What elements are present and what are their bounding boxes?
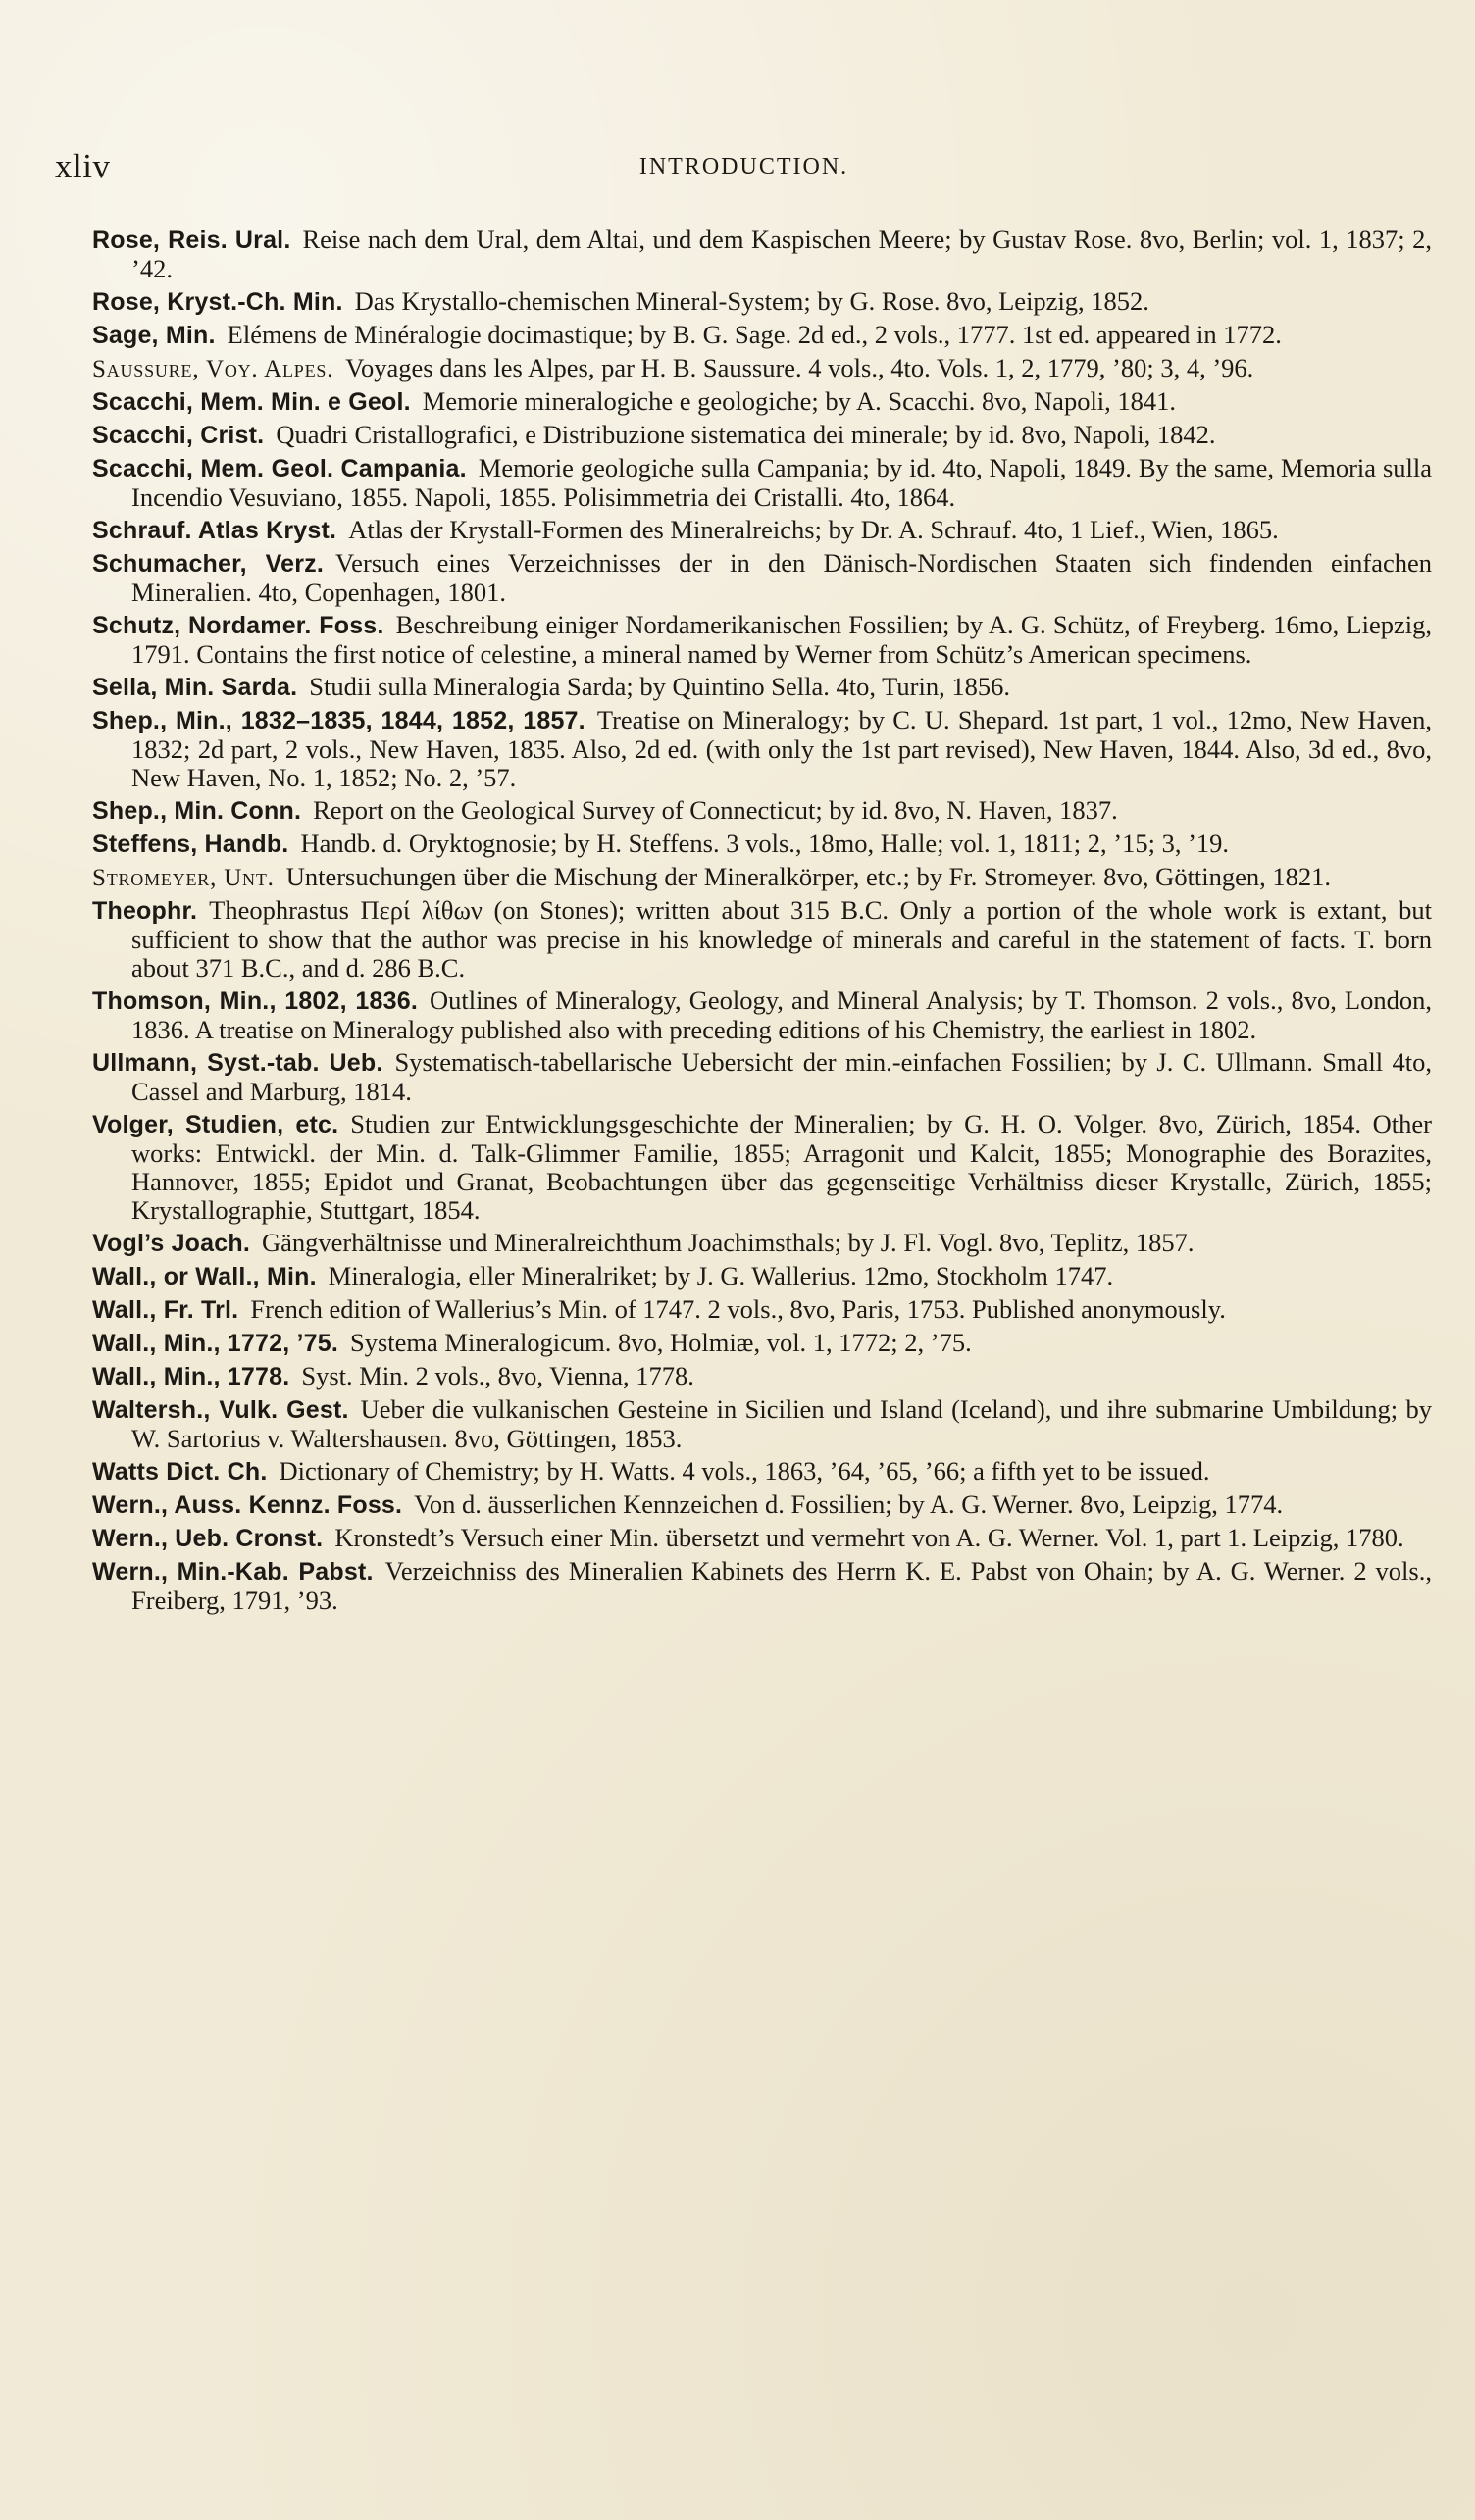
- entry-abbreviation: Wall., or Wall., Min.: [92, 1263, 317, 1290]
- entry-abbreviation: Schrauf. Atlas Kryst.: [92, 517, 337, 544]
- bibliography-entry: [92, 516, 1432, 545]
- bibliography-entry: [92, 1229, 1432, 1258]
- entry-description: Studien zur Entwicklungsgeschichte der Mineralien; by G. H. O. Volger. 8vo, Zürich, 1854. Other works: Entwickl. der Min. d. Talk-Glimmer Familie, 1855; Arragonit und Kalcit, 1855; Monographie des Borazites, Hannover, 1855; Epidot und Granat, Beobachtungen über das gegenseitige Verhältniss dieser Krystalle, Zürich, 1855; Krystallographie, Stuttgart, 1854.: [131, 1109, 1432, 1225]
- entry-description: Das Krystallo-chemischen Mineral-System; by G. Rose. 8vo, Leipzig, 1852.: [354, 286, 1149, 316]
- entry-abbreviation: Schumacher, Verz.: [92, 550, 324, 578]
- bibliography-entry: [92, 1295, 1432, 1325]
- bibliography-entry: [92, 896, 1432, 983]
- bibliography-entry: [92, 354, 1432, 383]
- entry-description: Systema Mineralogicum. 8vo, Holmiæ, vol. 1, 1772; 2, ’75.: [350, 1328, 972, 1357]
- bibliography-entry: [92, 1362, 1432, 1391]
- entry-description: Atlas der Krystall-Formen des Mineralreichs; by Dr. A. Schrauf. 4to, 1 Lief., Wien, 1865.: [348, 515, 1279, 544]
- bibliography-entry: [92, 1557, 1432, 1615]
- bibliography-entry: [92, 549, 1432, 607]
- bibliography-entry: [92, 1110, 1432, 1225]
- running-head: INTRODUCTION.: [638, 154, 849, 179]
- entry-abbreviation: Saussure, Voy. Alpes.: [92, 356, 334, 382]
- bibliography-entry: [92, 611, 1432, 669]
- entry-description: Memorie mineralogiche e geologiche; by A. Scacchi. 8vo, Napoli, 1841.: [422, 386, 1177, 416]
- entry-abbreviation: Vogl’s Joach.: [92, 1230, 250, 1257]
- page-number: xliv: [55, 147, 111, 185]
- entry-description: Dictionary of Chemistry; by H. Watts. 4 vols., 1863, ’64, ’65, ’66; a fifth yet to be issued.: [279, 1456, 1210, 1486]
- entry-abbreviation: Stromeyer, Unt.: [92, 865, 275, 891]
- bibliography-entry: [92, 226, 1432, 283]
- entry-description: Voyages dans les Alpes, par H. B. Saussure. 4 vols., 4to. Vols. 1, 2, 1779, ’80; 3, 4, ’96.: [345, 353, 1254, 382]
- entry-abbreviation: Wern., Auss. Kennz. Foss.: [92, 1491, 403, 1519]
- entry-description: Syst. Min. 2 vols., 8vo, Vienna, 1778.: [301, 1361, 694, 1390]
- bibliography-entry: [92, 1457, 1432, 1487]
- entry-abbreviation: Theophr.: [92, 897, 198, 925]
- entry-abbreviation: Rose, Reis. Ural.: [92, 227, 291, 254]
- entry-abbreviation: Ullmann, Syst.-tab. Ueb.: [92, 1049, 383, 1077]
- entry-description: Versuch eines Verzeichnisses der in den Dänisch-Nordischen Staaten sich findenden einfachen Mineralien. 4to, Copenhagen, 1801.: [131, 548, 1432, 607]
- entry-abbreviation: Volger, Studien, etc.: [92, 1111, 339, 1138]
- entry-abbreviation: Waltersh., Vulk. Gest.: [92, 1396, 349, 1424]
- entry-abbreviation: Steffens, Handb.: [92, 831, 289, 858]
- entry-description: Reise nach dem Ural, dem Altai, und dem Kaspischen Meere; by Gustav Rose. 8vo, Berlin; vol. 1, 1837; 2, ’42.: [131, 225, 1433, 283]
- bibliography-entry: [92, 1262, 1432, 1291]
- entry-abbreviation: Scacchi, Crist.: [92, 422, 265, 449]
- bibliography-entry: [92, 287, 1432, 317]
- entry-abbreviation: Wern., Min.-Kab. Pabst.: [92, 1558, 374, 1586]
- bibliography-entry: [92, 986, 1432, 1044]
- bibliography-entry: [92, 1490, 1432, 1520]
- bibliography-entry: [92, 1329, 1432, 1358]
- entry-description: Kronstedt’s Versuch einer Min. übersetzt und vermehrt von A. G. Werner. Vol. 1, part 1. Leipzig, 1780.: [334, 1523, 1404, 1552]
- bibliography-entry: [92, 421, 1432, 450]
- bibliography-entry: [92, 1395, 1432, 1453]
- page-header: [55, 147, 1433, 186]
- entry-description: Beschreibung einiger Nordamerikanischen Fossilien; by A. G. Schütz, of Freyberg. 16mo, Liepzig, 1791. Contains the first notice of celestine, a mineral named by Werner from Schütz’s American specimens.: [131, 610, 1432, 669]
- entry-description: Verzeichniss des Mineralien Kabinets des Herrn K. E. Pabst von Ohain; by A. G. Werner. 2 vols., Freiberg, 1791, ’93.: [131, 1556, 1432, 1615]
- bibliography-entry: [92, 830, 1432, 859]
- entry-description: Systematisch-tabellarische Uebersicht der min.-einfachen Fossilien; by J. C. Ullmann. Small 4to, Cassel and Marburg, 1814.: [131, 1047, 1432, 1106]
- entry-description: French edition of Wallerius’s Min. of 1747. 2 vols., 8vo, Paris, 1753. Published anonymously.: [250, 1294, 1226, 1324]
- entry-description: Gängverhältnisse und Mineralreichthum Joachimsthals; by J. Fl. Vogl. 8vo, Teplitz, 1857.: [261, 1228, 1195, 1257]
- bibliography-entry: [92, 387, 1432, 417]
- bibliography-entry: [92, 321, 1432, 350]
- entry-abbreviation: Shep., Min. Conn.: [92, 797, 302, 825]
- entry-description: Memorie geologiche sulla Campania; by id. 4to, Napoli, 1849. By the same, Memoria sulla Incendio Vesuviano, 1855. Napoli, 1855. Polisimmetria dei Cristalli. 4to, 1864.: [131, 453, 1433, 512]
- entry-description: Treatise on Mineralogy; by C. U. Shepard. 1st part, 1 vol., 12mo, New Haven, 1832; 2d part, 2 vols., New Haven, 1835. Also, 2d ed. (with only the 1st part revised), New Haven, 1844. Also, 3d ed., 8vo, New Haven, No. 1, 1852; No. 2, ’57.: [131, 705, 1433, 792]
- entry-description: Quadri Cristallografici, e Distribuzione sistematica dei minerale; by id. 8vo, Napoli, 1842.: [276, 420, 1216, 449]
- bibliography-list: [92, 226, 1432, 1619]
- entry-abbreviation: Scacchi, Mem. Min. e Geol.: [92, 388, 411, 416]
- entry-abbreviation: Scacchi, Mem. Geol. Campania.: [92, 455, 467, 482]
- entry-abbreviation: Sage, Min.: [92, 322, 216, 349]
- entry-description: Theophrastus Περί λίθων (on Stones); written about 315 B.C. Only a portion of the whole work is extant, but sufficient to show that the author was precise in his knowledge of minerals and careful in the statement of facts. T. born about 371 B.C., and d. 286 B.C.: [131, 895, 1432, 983]
- bibliography-entry: [92, 673, 1432, 702]
- entry-description: Outlines of Mineralogy, Geology, and Mineral Analysis; by T. Thomson. 2 vols., 8vo, London, 1836. A treatise on Mineralogy published also with preceding editions of his Chemistry, the earliest in 1802.: [131, 985, 1432, 1044]
- bibliography-entry: [92, 863, 1432, 892]
- entry-description: Mineralogia, eller Mineralriket; by J. G. Wallerius. 12mo, Stockholm 1747.: [328, 1261, 1114, 1290]
- entry-description: Studii sulla Mineralogia Sarda; by Quintino Sella. 4to, Turin, 1856.: [309, 672, 1010, 701]
- entry-abbreviation: Rose, Kryst.-Ch. Min.: [92, 288, 343, 316]
- entry-abbreviation: Watts Dict. Ch.: [92, 1458, 268, 1486]
- entry-abbreviation: Thomson, Min., 1802, 1836.: [92, 987, 418, 1015]
- entry-abbreviation: Wern., Ueb. Cronst.: [92, 1525, 324, 1552]
- bibliography-entry: [92, 796, 1432, 826]
- bibliography-entry: [92, 1524, 1432, 1553]
- entry-abbreviation: Wall., Fr. Trl.: [92, 1296, 239, 1324]
- entry-abbreviation: Sella, Min. Sarda.: [92, 674, 298, 701]
- entry-description: Ueber die vulkanischen Gesteine in Sicilien und Island (Iceland), und ihre submarine Umbildung; by W. Sartorius v. Waltershausen. 8vo, Göttingen, 1853.: [131, 1394, 1432, 1453]
- bibliography-entry: [92, 1048, 1432, 1106]
- bibliography-entry: [92, 454, 1432, 512]
- entry-abbreviation: Shep., Min., 1832–1835, 1844, 1852, 1857.: [92, 707, 585, 734]
- entry-description: Untersuchungen über die Mischung der Mineralkörper, etc.; by Fr. Stromeyer. 8vo, Göttingen, 1821.: [285, 862, 1332, 891]
- entry-description: Elémens de Minéralogie docimastique; by B. G. Sage. 2d ed., 2 vols., 1777. 1st ed. appeared in 1772.: [227, 320, 1282, 349]
- bibliography-entry: [92, 706, 1432, 792]
- entry-description: Report on the Geological Survey of Connecticut; by id. 8vo, N. Haven, 1837.: [313, 795, 1118, 825]
- entry-abbreviation: Schutz, Nordamer. Foss.: [92, 612, 384, 639]
- entry-abbreviation: Wall., Min., 1772, ’75.: [92, 1330, 338, 1357]
- entry-description: Handb. d. Oryktognosie; by H. Steffens. 3 vols., 18mo, Halle; vol. 1, 1811; 2, ’15; 3, ’19.: [300, 829, 1230, 858]
- entry-abbreviation: Wall., Min., 1778.: [92, 1363, 290, 1390]
- entry-description: Von d. äusserlichen Kennzeichen d. Fossilien; by A. G. Werner. 8vo, Leipzig, 1774.: [414, 1489, 1284, 1519]
